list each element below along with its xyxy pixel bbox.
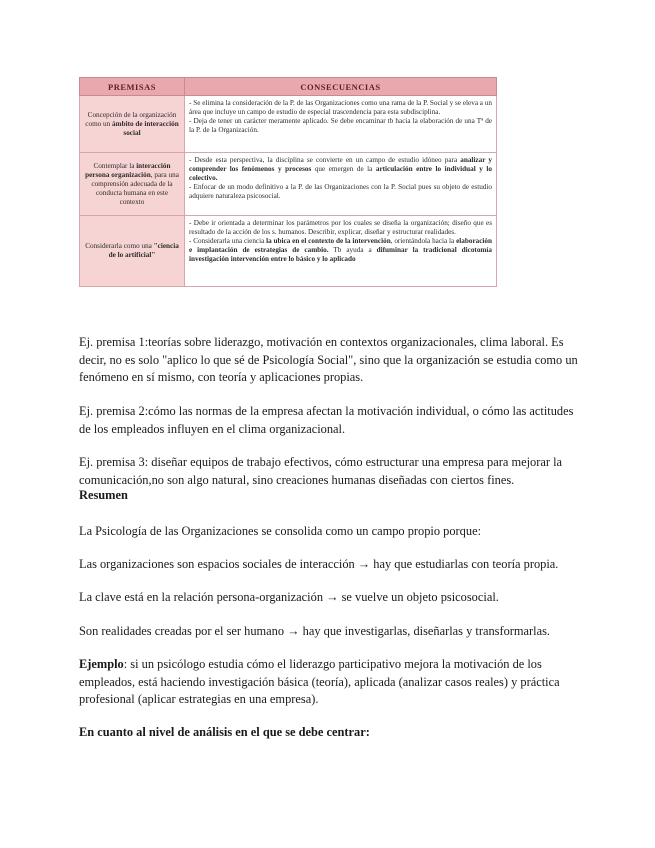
consequence-line: - Deja de tener un carácter meramente aplicado. Se debe encaminar tb hacia la elaboración de una Tª de la P. de la Organización. — [189, 117, 492, 134]
table-row — [80, 96, 497, 153]
header-premisas: PREMISAS — [80, 78, 185, 96]
section-heading-analysis-level: En cuanto al nivel de análisis en el que se debe centrar: — [79, 725, 370, 739]
consequence-line: - Desde esta perspectiva, la disciplina se convierte en un campo de estudio idóneo para analizar y comprender los fenómenos y procesos que emergen de la articulación entre lo individual y lo colectivo. — [189, 156, 492, 182]
example-text: : si un psicólogo estudia cómo el liderazgo participativo mejora la motivación de los empleados, está haciendo investigación básica (teoría), aplicada (analizar casos reales) y práctica profesional (aplicar estrategias en una empresa). — [79, 657, 560, 706]
premise-cell: Considerarla como una "ciencia de lo artificial" — [80, 216, 185, 287]
consequence-cell — [185, 153, 497, 216]
table-row — [80, 153, 497, 216]
example-label: Ejemplo — [79, 657, 124, 671]
paragraph-summary-intro: La Psicología de las Organizaciones se consolida como un campo propio porque: — [79, 524, 482, 538]
paragraph-summary-point-1: Las organizaciones son espacios sociales de interacción → hay que estudiarlas con teoría propia. — [79, 557, 559, 571]
paragraph-summary-point-2: La clave está en la relación persona-organización → se vuelve un objeto psicosocial. — [79, 590, 499, 604]
consequence-line: - Debe ir orientada a determinar los parámetros por los cuales se diseña la organización; diseño que es resultado de la acción de los s. humanos. Describir, explicar, diseñar y estructurar realidades. — [189, 219, 492, 236]
table-row — [80, 216, 497, 287]
consequence-line: - Se elimina la consideración de la P. de las Organizaciones como una rama de la P. Social y se eleva a un área que incluye un campo de estudio de especial trascendencia para esta subdisciplina. — [189, 99, 492, 116]
premises-table — [79, 77, 497, 287]
header-consecuencias: CONSECUENCIAS — [185, 78, 497, 96]
consequence-line: - Enfocar de un modo definitivo a la P. de las Organizaciones con la P. Social pues su objeto de estudio adquiere naturaleza psicosocial. — [189, 183, 492, 200]
paragraph-example — [79, 656, 579, 709]
premise-cell: Contemplar la interacción persona organización, para una comprensión adecuada de la conducta humana en este contexto — [80, 153, 185, 216]
paragraph-premise-3: Ej. premisa 3: diseñar equipos de trabajo efectivos, cómo estructurar una empresa para mejorar la comunicación,no son algo natural, sino creaciones humanas diseñadas con ciertos fines. — [79, 455, 563, 487]
resumen-heading: Resumen — [79, 488, 128, 502]
consequence-line: - Considerarla una ciencia la ubica en el contexto de la intervención, orientándola hacia la elaboración e implantación de estrategias de cambio. Tb ayuda a difuminar la tradicional dicotomía investigación intervención entre lo básico y lo aplicado — [189, 237, 493, 263]
consequence-cell — [185, 96, 497, 153]
premise-cell: Concepción de la organización como un ámbito de interacción social — [80, 96, 185, 153]
paragraph-summary-point-3: Son realidades creadas por el ser humano → hay que investigarlas, diseñarlas y transformarlas. — [79, 624, 551, 638]
paragraph-premise-2: Ej. premisa 2:cómo las normas de la empresa afectan la motivación individual, o cómo las actitudes de los empleados influyen en el clima organizacional. — [79, 404, 574, 436]
paragraph-premise-1: Ej. premisa 1:teorías sobre liderazgo, motivación en contextos organizacionales, clima laboral. Es decir, no es solo "aplico lo que sé de Psicología Social", sino que la organización se estudia como un fenómeno en sí mismo, con teoría y aplicaciones propias. — [79, 335, 578, 384]
consequence-cell — [185, 216, 497, 287]
